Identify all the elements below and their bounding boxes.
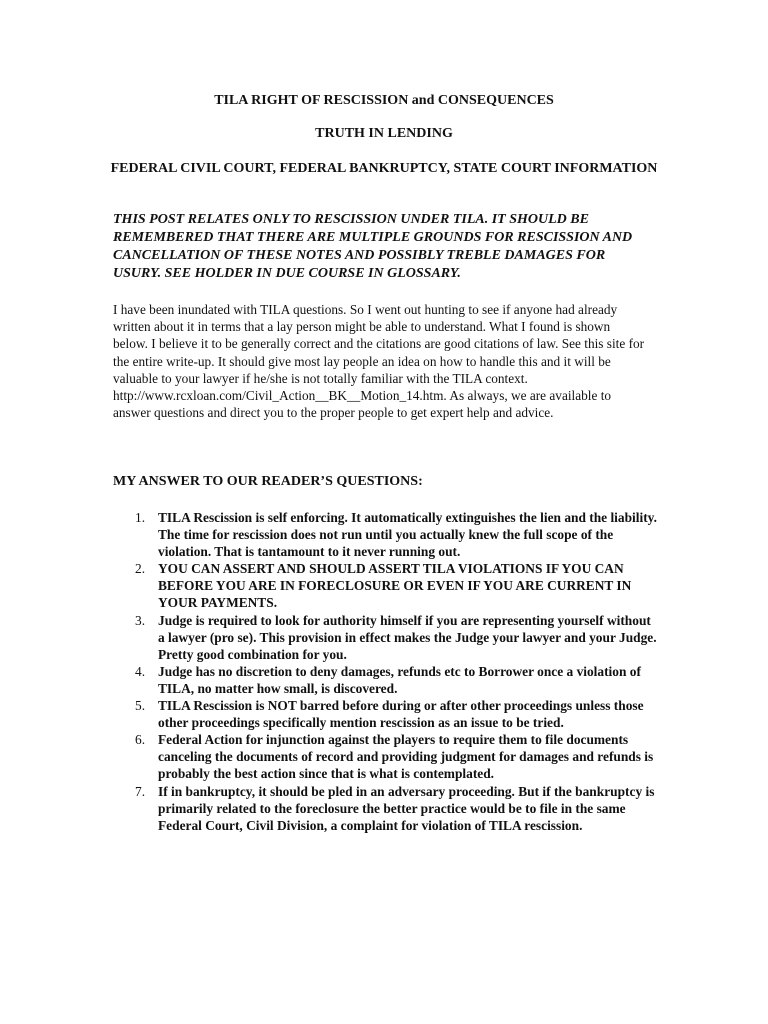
list-item xyxy=(113,697,658,731)
list-item xyxy=(113,731,658,782)
list-item-number: 3. xyxy=(135,612,146,628)
list-item xyxy=(113,783,658,834)
list-item-number: 2. xyxy=(135,561,146,577)
list-item-number: 1. xyxy=(135,510,146,525)
list-item-text: YOU CAN ASSERT AND SHOULD ASSERT TILA VIOLATIONS IF YOU CAN BEFORE YOU ARE IN FORECLOSURE OR EVEN IF YOU ARE CURRENT IN YOUR PAYMENTS. xyxy=(158,561,632,611)
list-item-number: 6. xyxy=(135,732,146,748)
document-title: TILA RIGHT OF RESCISSION and CONSEQUENCES xyxy=(214,93,554,108)
answers-list xyxy=(113,509,658,834)
list-item-text: Judge is required to look for authority himself if you are representing yourself without a lawyer (pro se). This provision in effect makes the Judge your lawyer and your Judge. Pretty good combination for you. xyxy=(158,612,657,662)
document-heading: FEDERAL CIVIL COURT, FEDERAL BANKRUPTCY, STATE COURT INFORMATION xyxy=(110,161,658,176)
list-item-text: Federal Action for injunction against the players to require them to file documents canceling the documents of record and providing judgment for damages and refunds is probably the best action since that is what is contemplated. xyxy=(158,732,654,782)
list-item-number: 4. xyxy=(135,663,146,679)
list-item-text: TILA Rescission is self enforcing. It automatically extinguishes the lien and the liability. The time for rescission does not run until you actually knew the full scope of the violation. That is tantamount to it never running out. xyxy=(158,510,657,560)
list-item-number: 7. xyxy=(135,783,146,799)
list-item-text: TILA Rescission is NOT barred before during or after other proceedings unless those other proceedings specifically mention rescission as an issue to be tried. xyxy=(158,698,644,731)
list-item xyxy=(113,612,658,663)
document-subtitle: TRUTH IN LENDING xyxy=(315,126,453,141)
answers-heading: MY ANSWER TO OUR READER’S QUESTIONS: xyxy=(113,474,423,489)
notice-paragraph: THIS POST RELATES ONLY TO RESCISSION UNDER TILA. IT SHOULD BE REMEMBERED THAT THERE ARE MULTIPLE GROUNDS FOR RESCISSION AND CANCELLATION OF THESE NOTES AND POSSIBLY TREBLE DAMAGES FOR USURY. SEE HOLDER IN DUE COURSE IN GLOSSARY. xyxy=(113,212,633,281)
list-item xyxy=(113,560,658,611)
list-item-text: If in bankruptcy, it should be pled in an adversary proceeding. But if the bankruptcy is primarily related to the foreclosure the better practice would be to file in the same Federal Court, Civil Division, a complaint for violation of TILA rescission. xyxy=(158,783,655,833)
intro-paragraph: I have been inundated with TILA questions. So I went out hunting to see if anyone had already written about it in terms that a lay person might be able to understand. What I found is shown below. I believe it to be generally correct and the citations are good citations of law. See this site for the entire write-up. It should give most lay people an idea on how to handle this and it will be valuable to your lawyer if he/she is not totally familiar with the TILA context. http://www.rcxloan.com/Civil_Action__BK__Motion_14.htm. As always, we are available to answer questions and direct you to the proper people to get expert help and advice. xyxy=(113,302,645,421)
list-item-number: 5. xyxy=(135,698,146,714)
list-item xyxy=(113,509,658,560)
list-item-text: Judge has no discretion to deny damages, refunds etc to Borrower once a violation of TILA, no matter how small, is discovered. xyxy=(158,663,641,696)
list-item xyxy=(113,663,658,697)
